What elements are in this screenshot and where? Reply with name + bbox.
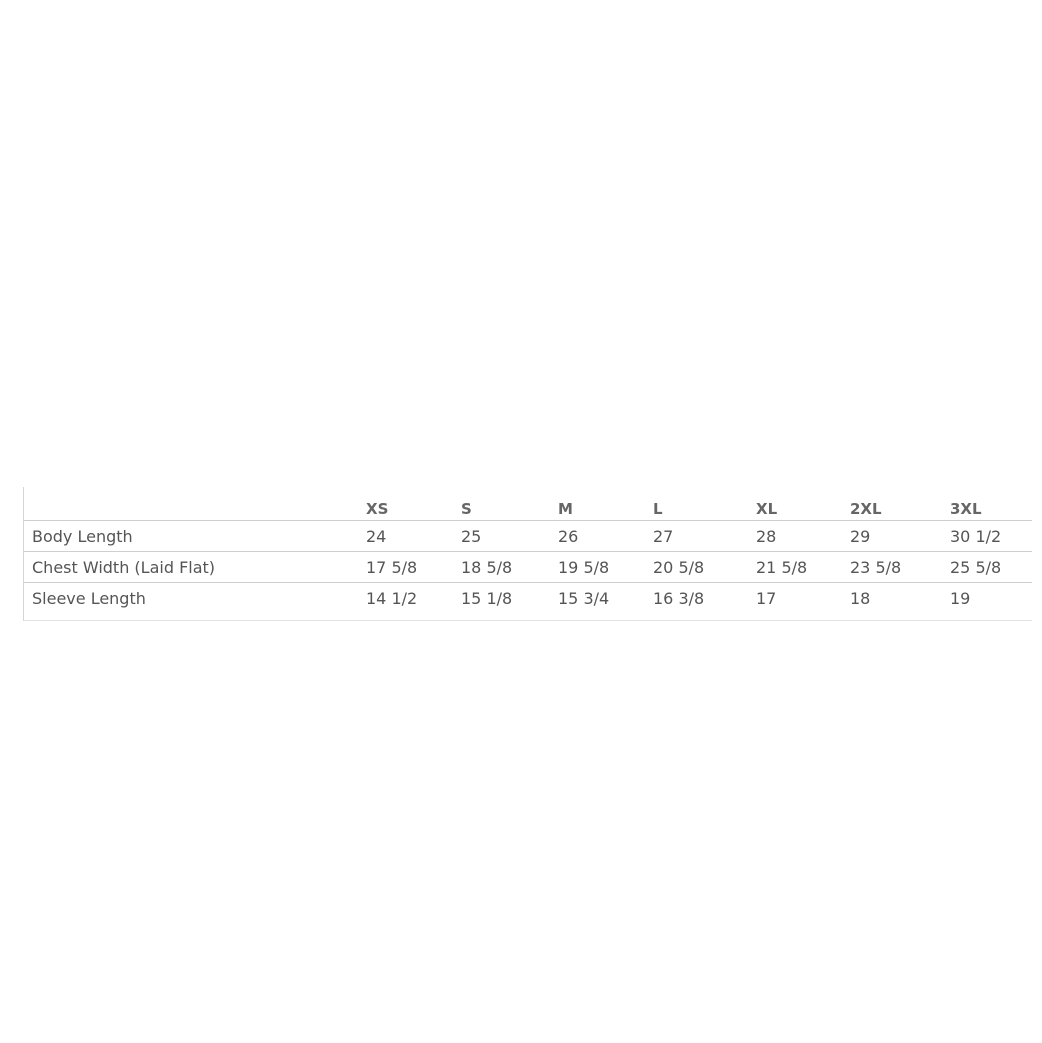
table-cell: 20 5/8 [653,552,756,583]
table-row-sleeve-length [24,583,1032,614]
row-label-sleeve-length: Sleeve Length [32,588,146,608]
table-cell: 14 1/2 [366,588,418,608]
table-cell: 19 [950,588,971,608]
table-cell: 15 3/4 [558,588,610,608]
row-label-body-length: Body Length [24,521,366,552]
table-cell: 18 5/8 [461,552,558,583]
size-header-xs: XS [366,487,461,521]
table-cell: 18 [850,588,871,608]
table-cell: 25 [461,521,558,552]
size-header-m: M [558,487,653,521]
table-cell: 19 5/8 [558,552,653,583]
table-cell: 29 [850,521,950,552]
table-cell: 28 [756,521,850,552]
table-cell: 16 3/8 [653,588,705,608]
size-header-s: S [461,487,558,521]
table-cell: 15 1/8 [461,588,513,608]
table-cell: 23 5/8 [850,552,950,583]
table-row-chest-width [24,552,1032,583]
size-header-row [24,487,1032,521]
size-header-2xl: 2XL [850,487,950,521]
table-cell: 21 5/8 [756,552,850,583]
row-label-chest-width: Chest Width (Laid Flat) [24,552,366,583]
table-cell: 26 [558,521,653,552]
size-chart [23,487,1032,621]
table-cell: 17 [756,588,777,608]
table-row-body-length [24,521,1032,552]
table-cell: 25 5/8 [950,552,1032,583]
table-cell: 24 [366,521,461,552]
size-chart-table [24,487,1032,613]
size-header-l: L [653,487,756,521]
size-header-xl: XL [756,487,850,521]
size-header-3xl: 3XL [950,487,1032,521]
row-label-header [24,487,366,521]
table-cell: 27 [653,521,756,552]
table-cell: 17 5/8 [366,552,461,583]
table-cell: 30 1/2 [950,521,1032,552]
